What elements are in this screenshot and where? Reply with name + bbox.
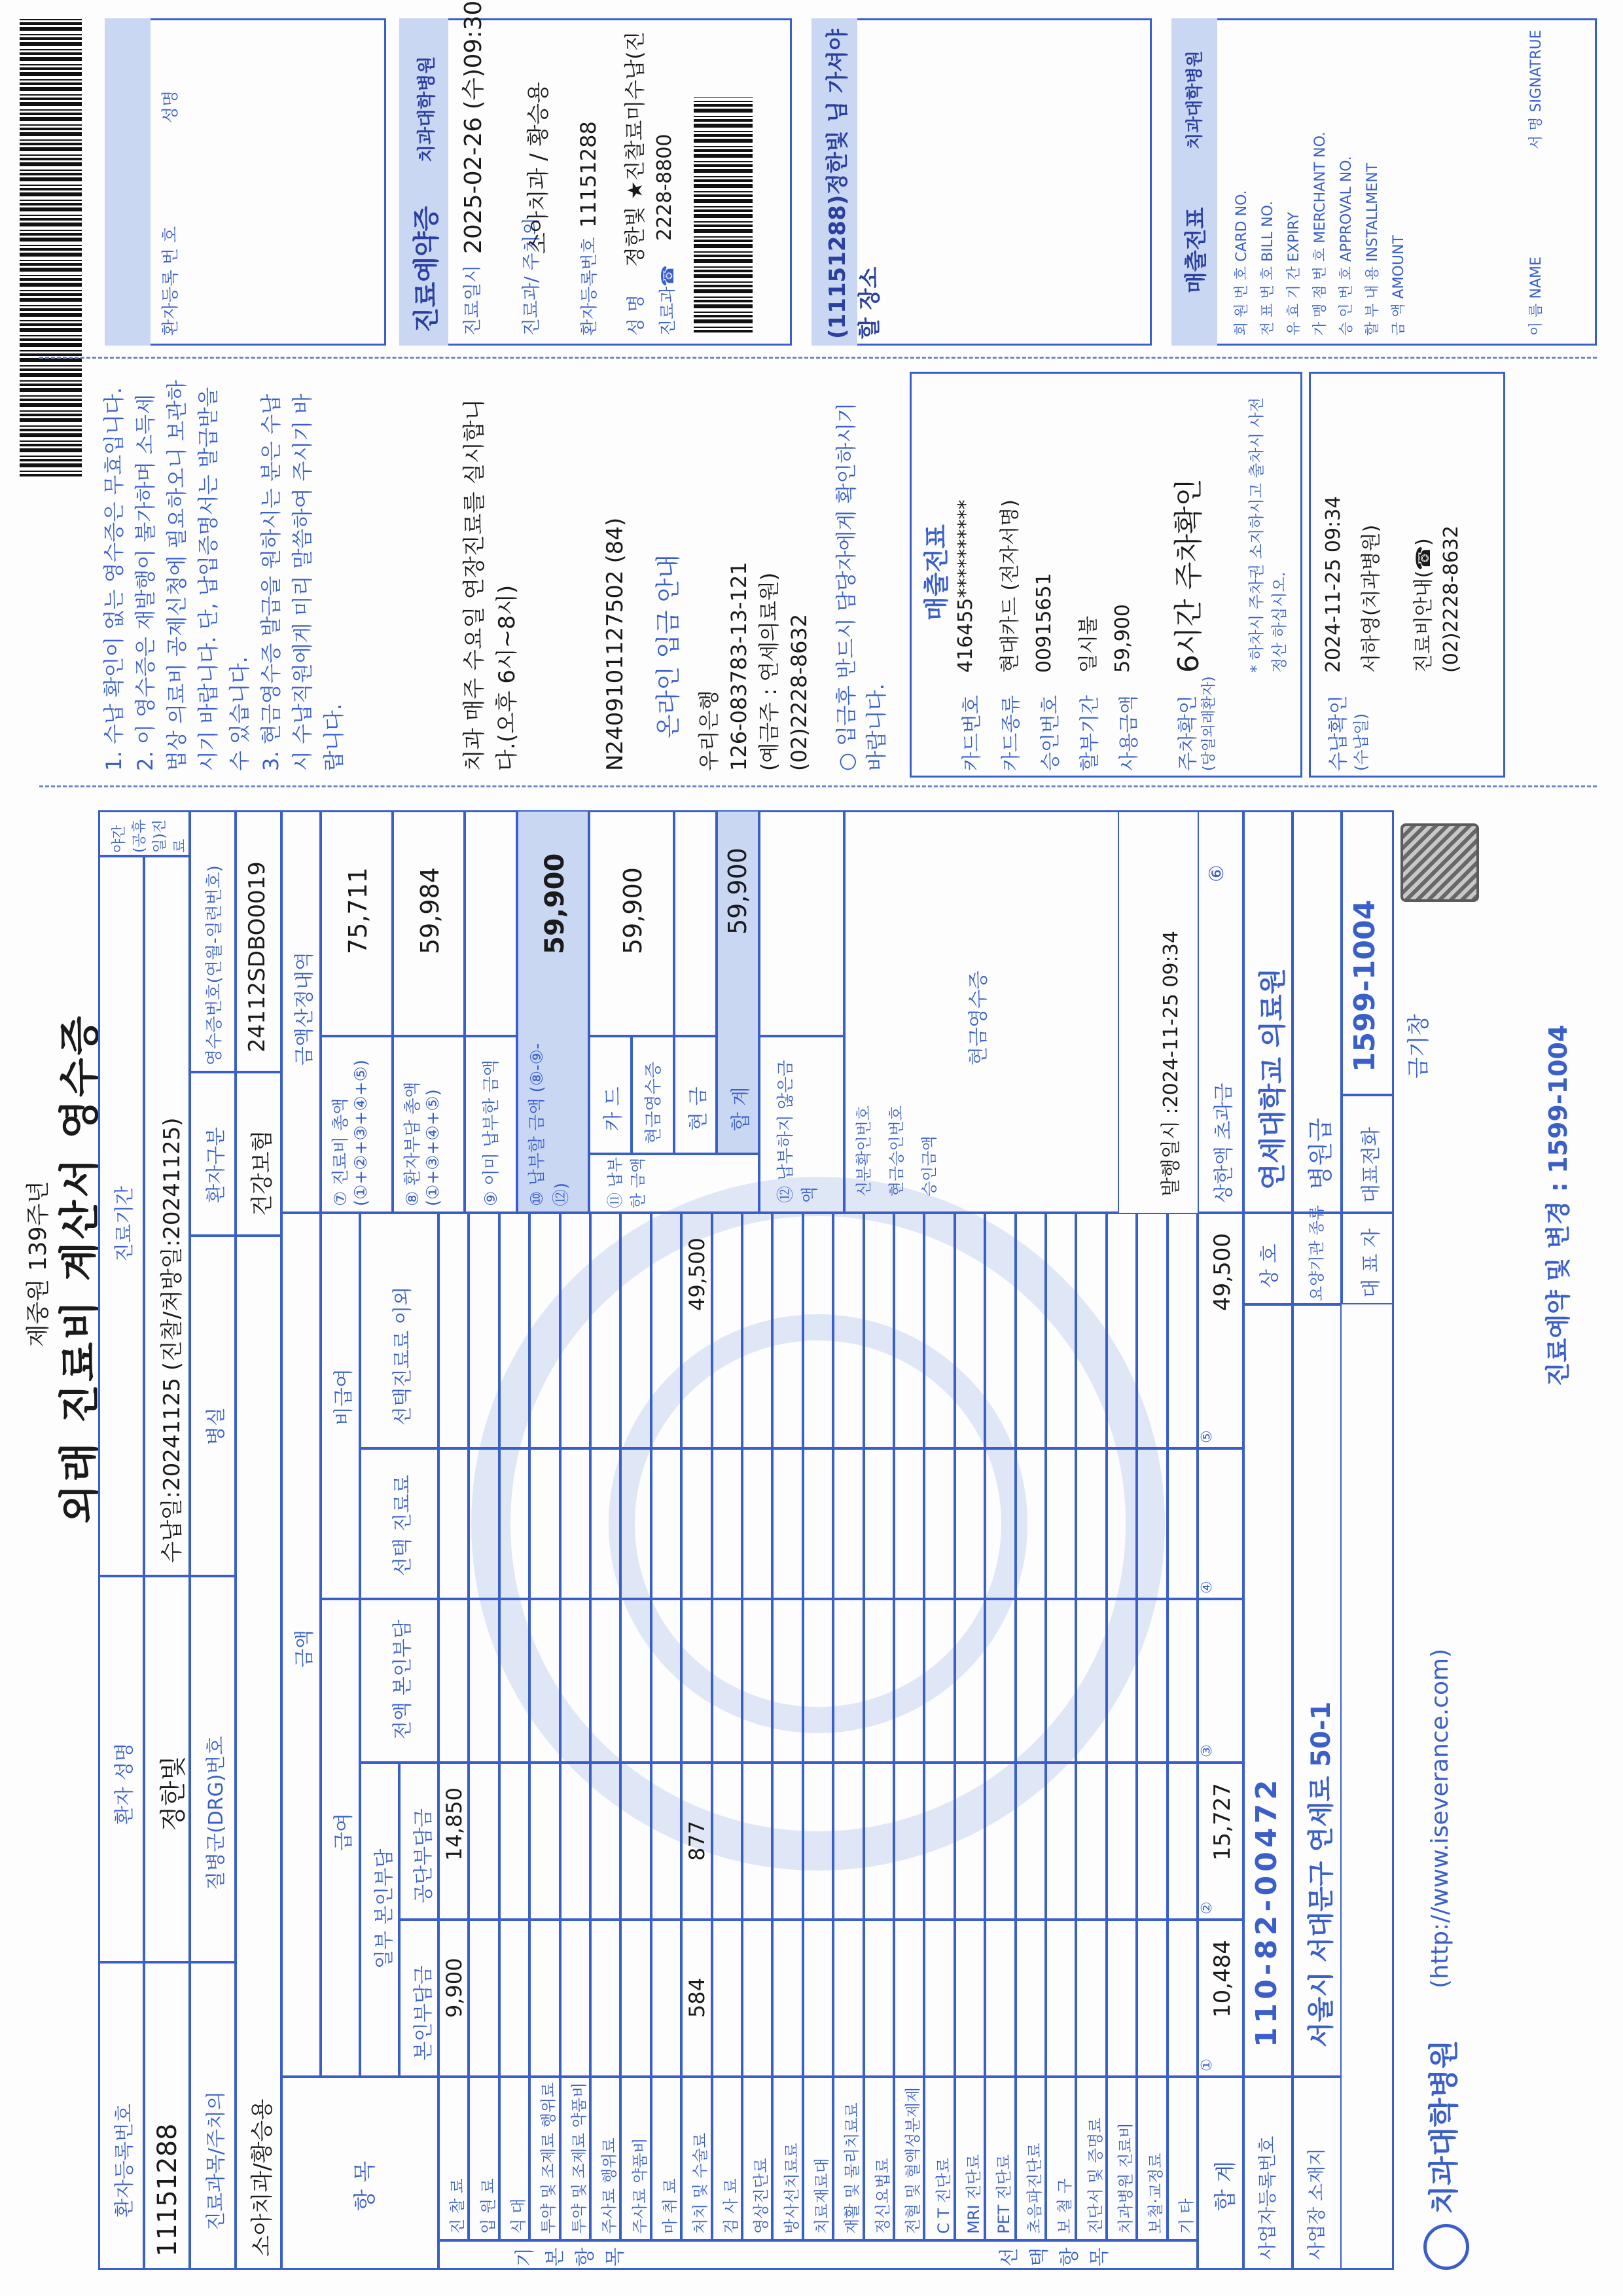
slip-expiry: 유 효 기 간 EXPIRY — [1286, 211, 1302, 336]
group-select-label: 선 택 항 목 — [998, 2248, 1111, 2267]
bank-title: 온라인 입금 안내 — [654, 554, 683, 738]
note-3: 3. 현금영수증 발급을 원하시는 분은 수납시 수납직원에게 미리 말씀하여 주시기 바랍니다. — [259, 393, 346, 771]
type-label: 환자구분 — [205, 1127, 228, 1203]
fee-row-name: 영상진단료 — [752, 2158, 771, 2234]
sum-label: 합 계 — [730, 1086, 753, 1131]
ceo-value: 금기창 — [1406, 1014, 1432, 1079]
cash-approval-label: 현금승인번호 — [887, 1105, 906, 1196]
parking-value: 6시간 주차확인 — [1172, 478, 1205, 673]
receipt-stamp-sub: (수납일) — [1352, 713, 1370, 771]
parking-note: * 하차시 주차권 소지하시고 출차시 사전정산 하십시오. — [1247, 397, 1289, 673]
room-label: 병실 — [205, 1407, 228, 1445]
reservation-barcode — [694, 97, 753, 332]
card-approval-value: 00915651 — [1033, 573, 1056, 673]
fee-row-name: 방사선치료료 — [782, 2142, 801, 2234]
where-title: (11151288)정한빛 님 가셔야 할 장소 — [825, 29, 883, 339]
fee-row-name: 기 타 — [1177, 2198, 1196, 2234]
card-no-label: 카드번호 — [961, 695, 984, 771]
reservation-name-value: 정한빛 ★진찰료미수납(진 — [622, 31, 647, 267]
approval-amount-label: 승인금액 — [920, 1136, 938, 1196]
card-info-title: 매출전표 — [922, 524, 951, 620]
r8-value: 59,984 — [416, 867, 444, 954]
fee-row-name: 초음파진단료 — [1025, 2142, 1044, 2234]
patient-stub-id-label: 환자등록 번 호 — [161, 226, 181, 336]
totals-row — [1198, 1213, 1243, 2077]
reservation-phone-line: 진료예약 및 변경 : 1599-1004 — [1544, 1024, 1573, 1386]
card-type-label: 카드종류 — [1000, 695, 1023, 771]
reservation-title: 진료예약증 — [412, 206, 442, 332]
addr-label: 사업장 소재지 — [1306, 2147, 1327, 2260]
col-self-header: 본인부담금 — [412, 1965, 435, 2060]
patient-id: 11151288 — [152, 2123, 183, 2257]
period-label: 진료기간 — [113, 1186, 136, 1262]
card-label: 카 드 — [602, 1086, 625, 1131]
reservation-date-label: 진료일시 — [461, 264, 483, 336]
page-title: 외래 진료비 계산서 영수증 — [56, 1013, 103, 1524]
fee-row-name: C T 진단료 — [934, 2157, 953, 2234]
circle-number: ③ — [1199, 1744, 1215, 1757]
cash-receipt-title: 현금영수증 — [967, 971, 990, 1066]
reservation-phone-value: 2228-8800 — [653, 134, 676, 241]
slip-title: 매출전표 — [1183, 207, 1209, 293]
seal-stamp — [1400, 823, 1479, 902]
fee-row-name: 검 사 료 — [721, 2178, 740, 2234]
reservation-name-label: 성 명 — [625, 295, 647, 336]
parking-sub: (당일외래환자) — [1201, 676, 1217, 771]
fee-row-name: PET 진단료 — [995, 2154, 1014, 2234]
fee-rows — [438, 1213, 1198, 2270]
r11-label: ⑪ 납부한 금액 — [606, 1157, 647, 1208]
col-item-header: 항 목 — [352, 2161, 378, 2211]
fee-row-name: 입 원 료 — [478, 2178, 497, 2234]
bank-name: 우리은행 — [696, 690, 721, 771]
fee-row-name: MRI 진단료 — [965, 2154, 983, 2234]
night-label: 야간(공휴일)진료 — [111, 819, 188, 853]
ident-label: 신분확인번호 — [855, 1105, 873, 1196]
bank-info — [694, 562, 814, 771]
circle-6: ⑥ — [1205, 865, 1228, 882]
hospital-url: (http://www.iseverance.com) — [1427, 1648, 1454, 1988]
r8-label: ⑧ 환자부담 총액 (①+③+④+⑤) — [403, 1081, 443, 1206]
fee-row-name: 마 취 료 — [661, 2178, 679, 2234]
slip-installment: 할 부 내 용 INSTALLMENT — [1364, 163, 1381, 336]
card-install-label: 할부기간 — [1079, 695, 1101, 771]
col-noninsured-header: 비급여 — [332, 1369, 355, 1426]
col-insured-header: 급여 — [332, 1813, 355, 1851]
hospital-logo-icon — [1423, 2224, 1469, 2270]
note-1: 1. 수납 확인이 없는 영수증은 무효입니다. — [101, 387, 126, 771]
dept-label: 진료과목/주치의 — [205, 2091, 228, 2231]
col-partial-header: 일부 본인부담 — [373, 1848, 396, 1969]
fee-cell: 49,500 — [685, 1238, 710, 1311]
phone-value: 1599-1004 — [1348, 899, 1382, 1072]
kind-label: 요양기관 종류 — [1308, 1205, 1326, 1301]
circle-number: ① — [1199, 2058, 1215, 2072]
r9-label: ⑨ 이미 납부한 금액 — [482, 1060, 501, 1206]
fee-cell: 584 — [685, 1977, 710, 2018]
fee-row-name: 진 찰 료 — [448, 2178, 467, 2234]
receipt-stamp-phone: (02)2228-8632 — [1440, 525, 1463, 673]
patient-id-label: 환자등록번호 — [113, 2104, 136, 2217]
bank-note: ○ 입금후 반드시 담당자에게 확인하시기 바랍니다. — [834, 402, 889, 771]
receipt-stamp-who: 서하영(치과병원) — [1360, 524, 1383, 673]
bank-phone: (02)2228-8632 — [787, 613, 812, 771]
hospital-name: 치과대학병원 — [1426, 2039, 1461, 2214]
notes — [98, 378, 349, 771]
total-label: 합 계 — [1213, 2161, 1239, 2211]
col-corp-header: 공단부담금 — [412, 1808, 435, 1903]
fee-row-name: 식 대 — [509, 2198, 527, 2234]
card-type-value: 현대카드 (전자서명) — [999, 499, 1022, 673]
type-value: 건강보험 — [249, 1130, 276, 1216]
slip-logo: 치과대학병원 — [1185, 50, 1205, 149]
reference-no: N2409101127502 (84) — [602, 517, 628, 771]
note-2: 2. 이 영수증은 재발행이 불가하며 소득세법상 의료비 공제신청에 필요하오니 보관하시기 바랍니다. 단, 납입증명서는 발급받을 수 있습니다. — [133, 380, 252, 771]
col-select-header: 선택 진료료 — [391, 1475, 414, 1576]
period-value: 수납일:20241125 (진찰/처방일:20241125) — [159, 1117, 185, 1563]
issued-datetime: 발행일시 :2024-11-25 09:34 — [1160, 931, 1183, 1196]
card-amount-label: 사용금액 — [1118, 695, 1141, 771]
r7-label: ⑦ 진료비 총액 (①+②+③+④+⑤) — [331, 1060, 371, 1206]
slip-approval: 승 인 번 호 APPROVAL NO. — [1338, 156, 1355, 336]
sum-value: 59,900 — [723, 848, 752, 935]
receipt-stamp-guide: 진료비안내(☎) — [1412, 538, 1435, 673]
cash-label: 현 금 — [687, 1086, 710, 1131]
slip-bill-no: 전 표 번 호 BILL NO. — [1260, 201, 1276, 336]
fee-row-name: 투약 및 조제료 약품비 — [569, 2082, 588, 2234]
reservation-date-value: 2025-02-26 (수)09:30 — [460, 0, 487, 254]
evening-note: 치과 매주 수요일 연장진료를 실시합니다.(오후 6시~8시) — [461, 399, 520, 771]
bank-holder: (예금주 : 연세의료원) — [757, 572, 781, 771]
card-approval-label: 승인번호 — [1039, 695, 1062, 771]
card-install-value: 일시불 — [1077, 616, 1100, 673]
fee-cell: 877 — [685, 1820, 710, 1861]
r10-label: ⑩ 납부할 금액 (⑧-⑨-⑫) — [527, 1043, 571, 1206]
biz-no-value: 110-82-00472 — [1250, 1776, 1283, 2047]
slip-merchant: 가 맹 점 번 호 MERCHANT NO. — [1312, 131, 1329, 336]
fee-row-name: 투약 및 조제료 행위료 — [539, 2082, 558, 2234]
receipt-no-label: 영수증번호(연월-일련번호) — [205, 865, 224, 1066]
r7-value: 75,711 — [344, 867, 372, 954]
col-select-other-header: 선택진료료 이외 — [391, 1286, 414, 1426]
card-value: 59,900 — [618, 867, 647, 954]
slip-card-no: 회 원 번 호 CARD NO. — [1234, 190, 1250, 336]
patient-name-label: 환자 성명 — [113, 1742, 136, 1825]
reservation-dept-label: 진료과/ 주치의 — [520, 217, 542, 336]
card-amount-value: 59,900 — [1111, 604, 1134, 673]
slip-name: 이 름 NAME — [1528, 257, 1544, 336]
total-value: 10,484 — [1209, 1940, 1236, 2018]
fee-row-name: 치료재료대 — [813, 2158, 831, 2234]
col-full-header: 전액 본인부담 — [391, 1619, 414, 1740]
patient-name: 정한빛 — [158, 1755, 188, 1831]
circle-number: ⑤ — [1199, 1430, 1215, 1443]
slip-sign: 서 명 SIGNATRUE — [1528, 29, 1544, 149]
bank-account: 126-083783-13-121 — [726, 562, 751, 771]
company-label: 상 호 — [1258, 1244, 1281, 1288]
patient-stub-name-label: 성명 — [161, 90, 181, 123]
fee-row-name: 진단서 및 증명료 — [1086, 2117, 1105, 2234]
ceo-label: 대 표 자 — [1360, 1228, 1383, 1298]
fee-cell: 14,850 — [442, 1787, 467, 1861]
fee-row-name: 주사료 행위료 — [600, 2138, 619, 2234]
slip-amount: 금 액 AMOUNT — [1391, 235, 1407, 336]
reservation-id-label: 환자등록번호 — [580, 237, 599, 336]
fee-row-name: 보 철 구 — [1056, 2178, 1075, 2234]
reservation-id-value: 11151288 — [576, 121, 601, 228]
group-basic-label: 기 본 항 목 — [514, 2248, 627, 2267]
receipt-no-value: 24112SDBO0019 — [244, 861, 270, 1052]
fee-row-name: 정신요법료 — [873, 2158, 892, 2234]
total-value: 15,727 — [1209, 1783, 1236, 1861]
header-barcode — [20, 18, 82, 476]
circle-number: ② — [1199, 1901, 1215, 1914]
parking-label: 주차확인 — [1177, 695, 1200, 771]
upper-limit-label: 상한액 초과금 — [1213, 1083, 1236, 1203]
reservation-dept-value: 소아치과 / 황승용 — [526, 82, 552, 254]
receipt-stamp-time: 2024-11-25 09:34 — [1322, 495, 1345, 673]
company-value: 연세대학교 의료원 — [1257, 967, 1289, 1190]
card-no-value: 416455********** — [954, 499, 977, 673]
total-value: 49,500 — [1209, 1233, 1236, 1311]
dept-value: 소아치과/황승용 — [249, 2098, 276, 2257]
reservation-phone-label: 진료과☎ — [658, 265, 678, 336]
circle-number: ④ — [1199, 1581, 1215, 1594]
r12-label: ⑫ 납부하지 않은금액 — [776, 1060, 820, 1203]
col-amount-header: 금액 — [293, 1630, 316, 1668]
fee-row-name: 처치 및 수술료 — [691, 2132, 710, 2234]
r10-value: 59,900 — [540, 853, 570, 954]
calc-header: 금액산정내역 — [293, 952, 316, 1066]
drg-label: 질병군(DRG)번호 — [205, 1736, 228, 1890]
addr-value: 서울시 서대문구 연세로 50-1 — [1306, 1701, 1336, 2047]
fee-row-name: 보철·교정료 — [1147, 2153, 1166, 2234]
fee-row-name: 치과병원 진료비 — [1116, 2123, 1135, 2234]
receipt-stamp-label: 수납확인 — [1327, 695, 1350, 771]
kind-value: 병원급 — [1306, 1117, 1335, 1190]
fee-row-name: 주사료 약품비 — [630, 2138, 649, 2234]
fee-row-name: 전혈 및 혈액성분제제 — [904, 2087, 923, 2234]
cashreceipt-label: 현금영수증 — [644, 1062, 664, 1144]
biz-no-label: 사업자등록번호 — [1257, 2136, 1278, 2260]
anniversary-label: 제중원 139주년 — [25, 1180, 52, 1347]
fee-cell: 9,900 — [442, 1958, 467, 2018]
fee-row-name: 재활 및 물리치료료 — [843, 2102, 862, 2234]
reservation-logo: 치과대학병원 — [416, 56, 437, 162]
phone-label: 대표전화 — [1360, 1127, 1383, 1203]
